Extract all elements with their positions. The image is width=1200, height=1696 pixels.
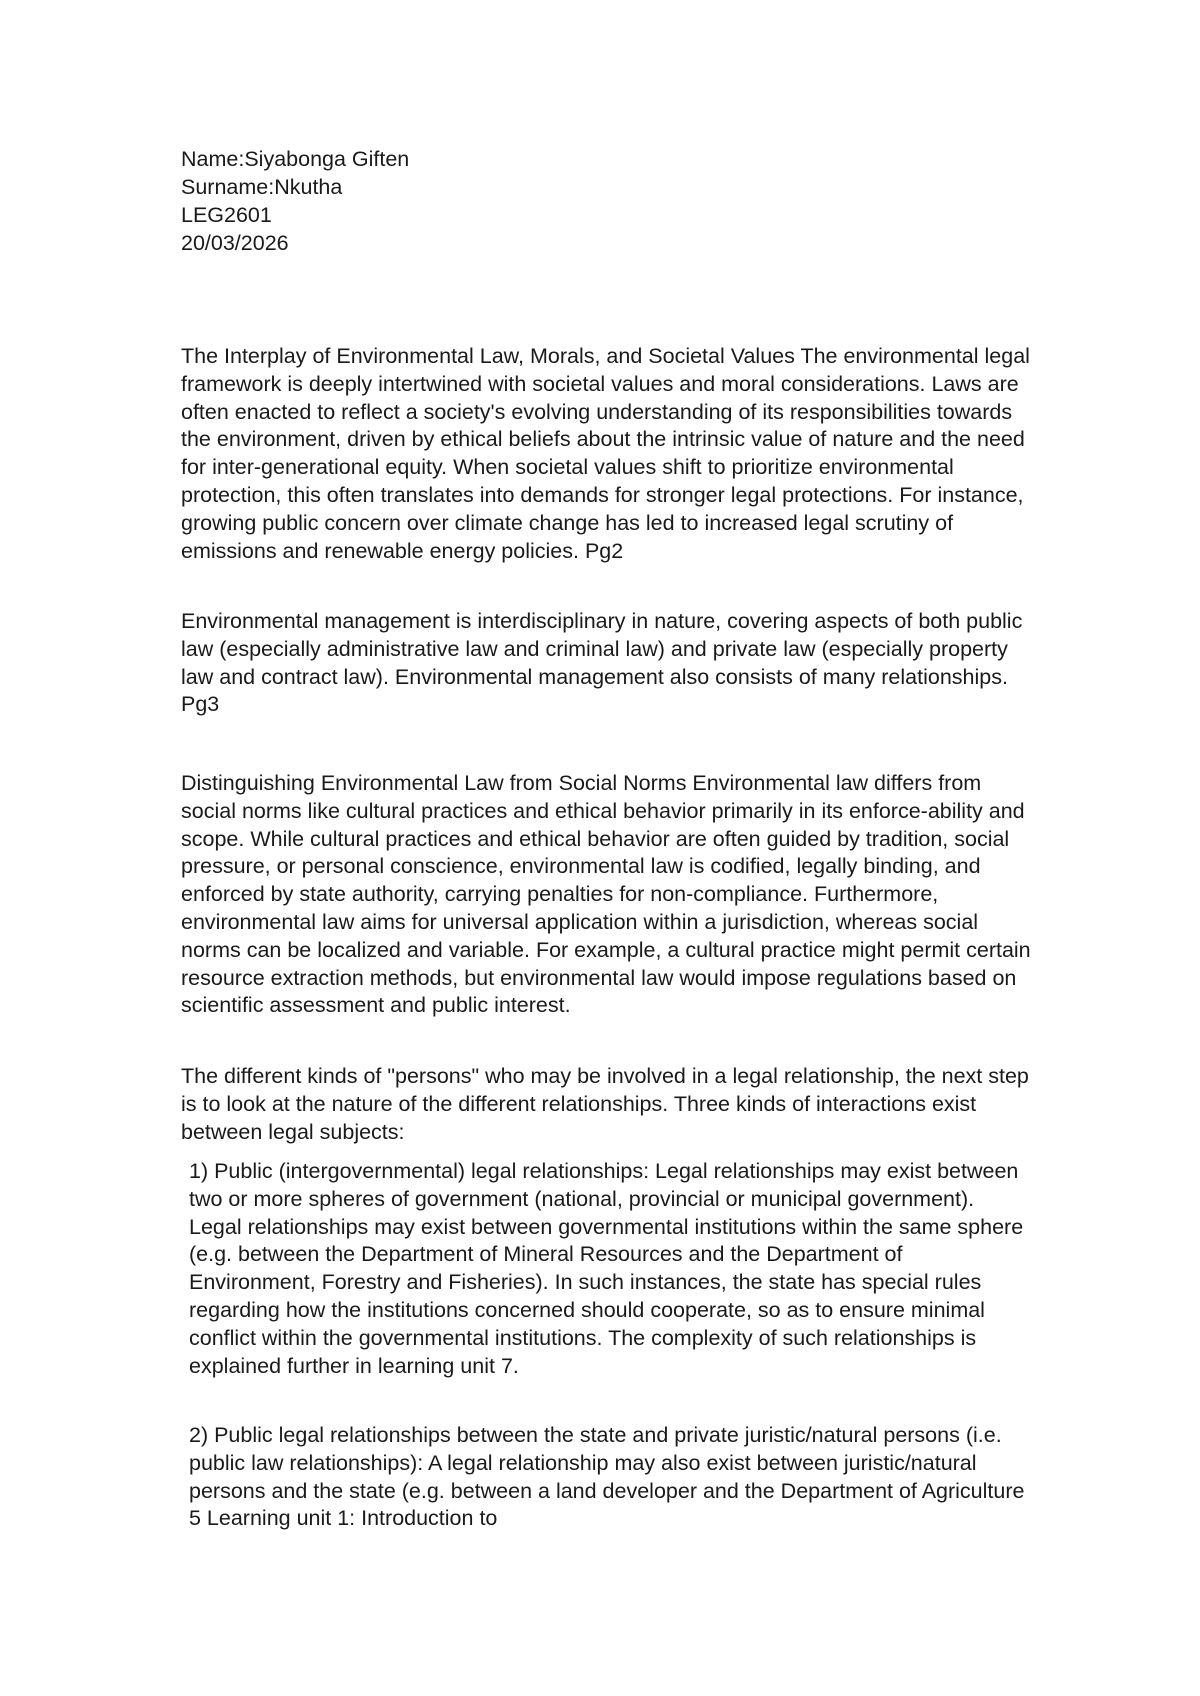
submission-date: 20/03/2026 xyxy=(181,231,289,255)
paragraph-distinguishing: Distinguishing Environmental Law from Social Norms Environmental law differs from social norms like cultural practices and ethical behavior primarily in its enforce-ability and scope. While cultural practices and ethical behavior are often guided by tradition, social pressure, or personal conscience, environmental law is codified, legally binding, and enforced by state authority, carrying penalties for non-compliance. Furthermore, environmental law aims for universal application within a jurisdiction, whereas social norms can be localized and variable. For example, a cultural practice might permit certain resource extraction methods, but environmental law would impose regulations based on scientific assessment and public interest. xyxy=(181,771,1031,1018)
paragraph-interplay: The Interplay of Environmental Law, Morals, and Societal Values The environmental legal framework is deeply intertwined with societal values and moral considerations. Laws are often enacted to reflect a society's evolving understanding of its responsibilities towards the environment, driven by ethical beliefs about the intrinsic value of nature and the need for inter-generational equity. When societal values shift to prioritize environmental protection, this often translates into demands for stronger legal protections. For instance, growing public concern over climate change has led to increased legal scrutiny of emissions and renewable energy policies. Pg2 xyxy=(181,344,1030,563)
paragraph-environmental-management: Environmental management is interdisciplinary in nature, covering aspects of both public law (especially administrative law and criminal law) and private law (especially property law and contract law). Environmental management also consists of many relationships. Pg3 xyxy=(181,609,1023,717)
student-details xyxy=(181,145,409,257)
paragraph-kinds-of-persons: The different kinds of "persons" who may be involved in a legal relationship, the next step is to look at the nature of the different relationships. Three kinds of interactions exist between legal subjects: xyxy=(181,1064,1029,1144)
paragraph-public-legal-relationships: 2) Public legal relationships between the state and private juristic/natural persons (i.e. public law relationships): A legal relationship may also exist between juristic/natural persons and the state (e.g. between a land developer and the Department of Agriculture 5 Learning unit 1: Introduction to xyxy=(189,1423,1025,1531)
paragraph-intergovernmental-relationships: 1) Public (intergovernmental) legal relationships: Legal relationships may exist between two or more spheres of government (national, provincial or municipal government). Legal relationships may exist between governmental institutions within the same sphere (e.g. between the Department of Mineral Resources and the Department of Environment, Forestry and Fisheries). In such instances, the state has special rules regarding how the institutions concerned should cooperate, so as to ensure minimal conflict within the governmental institutions. The complexity of such relationships is explained further in learning unit 7. xyxy=(189,1159,1024,1378)
module-code: LEG2601 xyxy=(181,203,272,227)
student-surname: Surname:Nkutha xyxy=(181,175,343,199)
student-name: Name:Siyabonga Giften xyxy=(181,147,410,171)
